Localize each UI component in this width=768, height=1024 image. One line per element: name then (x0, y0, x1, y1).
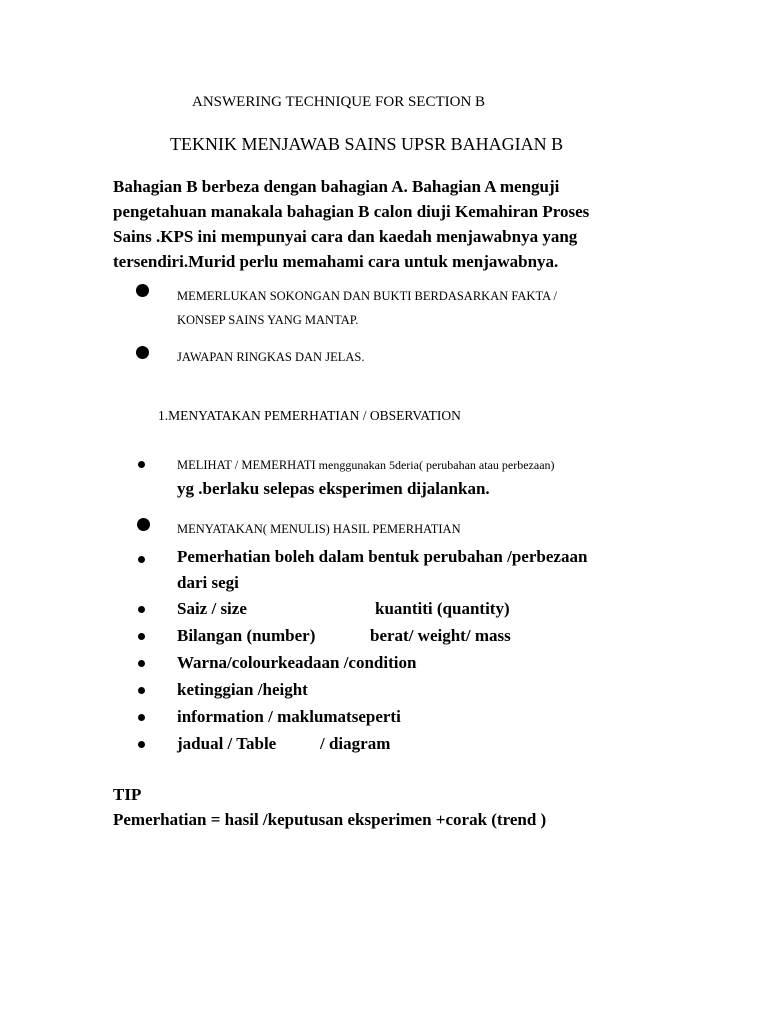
aspect-left: jadual / Table (177, 734, 277, 753)
intro-paragraph (113, 174, 693, 274)
bullet-icon (136, 284, 149, 297)
observe-caps: MELIHAT / MEMERHATI (177, 458, 316, 472)
intro-line: pengetahuan manakala bahagian B calon diuji Kemahiran Proses (113, 202, 590, 221)
aspect-right: / diagram (320, 734, 391, 753)
obs-form-line-1: Pemerhatian boleh dalam bentuk perubahan /perbezaan (177, 547, 588, 566)
aspect-left: Warna/colourkeadaan /condition (177, 653, 417, 672)
aspect-left: Saiz / size (177, 599, 247, 618)
key-point-1-line-2: KONSEP SAINS YANG MANTAP. (177, 313, 359, 327)
bullet-icon (138, 660, 145, 667)
state-item: MENYATAKAN( MENULIS) HASIL PEMERHATIAN (177, 522, 461, 536)
aspect-right: berat/ weight/ mass (370, 626, 511, 645)
tip-block (113, 782, 546, 832)
bullet-icon (138, 714, 145, 721)
intro-line: Bahagian B berbeza dengan bahagian A. Bahagian A menguji (113, 177, 560, 196)
title-malay: TEKNIK MENJAWAB SAINS UPSR BAHAGIAN B (170, 134, 564, 154)
aspect-right: kuantiti (quantity) (375, 599, 510, 618)
title-english: ANSWERING TECHNIQUE FOR SECTION B (192, 94, 486, 110)
obs-form-line-2: dari segi (177, 573, 239, 592)
bullet-icon (138, 606, 145, 613)
bullet-icon (138, 461, 145, 468)
section-heading: 1.MENYATAKAN PEMERHATIAN / OBSERVATION (158, 408, 461, 423)
aspect-left: ketinggian /height (177, 680, 308, 699)
aspect-left: Bilangan (number) (177, 626, 316, 645)
intro-line: tersendiri.Murid perlu memahami cara untuk menjawabnya. (113, 252, 559, 271)
observe-item-line-2: yg .berlaku selepas eksperimen dijalankan. (177, 479, 490, 498)
bullet-icon (138, 741, 145, 748)
intro-line: Sains .KPS ini mempunyai cara dan kaedah menjawabnya yang (113, 227, 578, 246)
tip-text: Pemerhatian = hasil /keputusan eksperimen +corak (trend ) (113, 810, 547, 829)
key-point-1-line-1: MEMERLUKAN SOKONGAN DAN BUKTI BERDASARKAN FAKTA / (177, 289, 558, 303)
observe-rest: menggunakan 5deria( perubahan atau perbezaan) (315, 458, 555, 472)
bullet-icon (137, 518, 150, 531)
aspect-left: information / maklumatseperti (177, 707, 401, 726)
bullet-icon (138, 687, 145, 694)
key-point-2: JAWAPAN RINGKAS DAN JELAS. (177, 350, 365, 364)
tip-label: TIP (113, 785, 142, 804)
bullet-icon (138, 633, 145, 640)
bullet-icon (138, 556, 145, 563)
bullet-icon (136, 346, 149, 359)
observe-item-line-1 (177, 453, 555, 478)
